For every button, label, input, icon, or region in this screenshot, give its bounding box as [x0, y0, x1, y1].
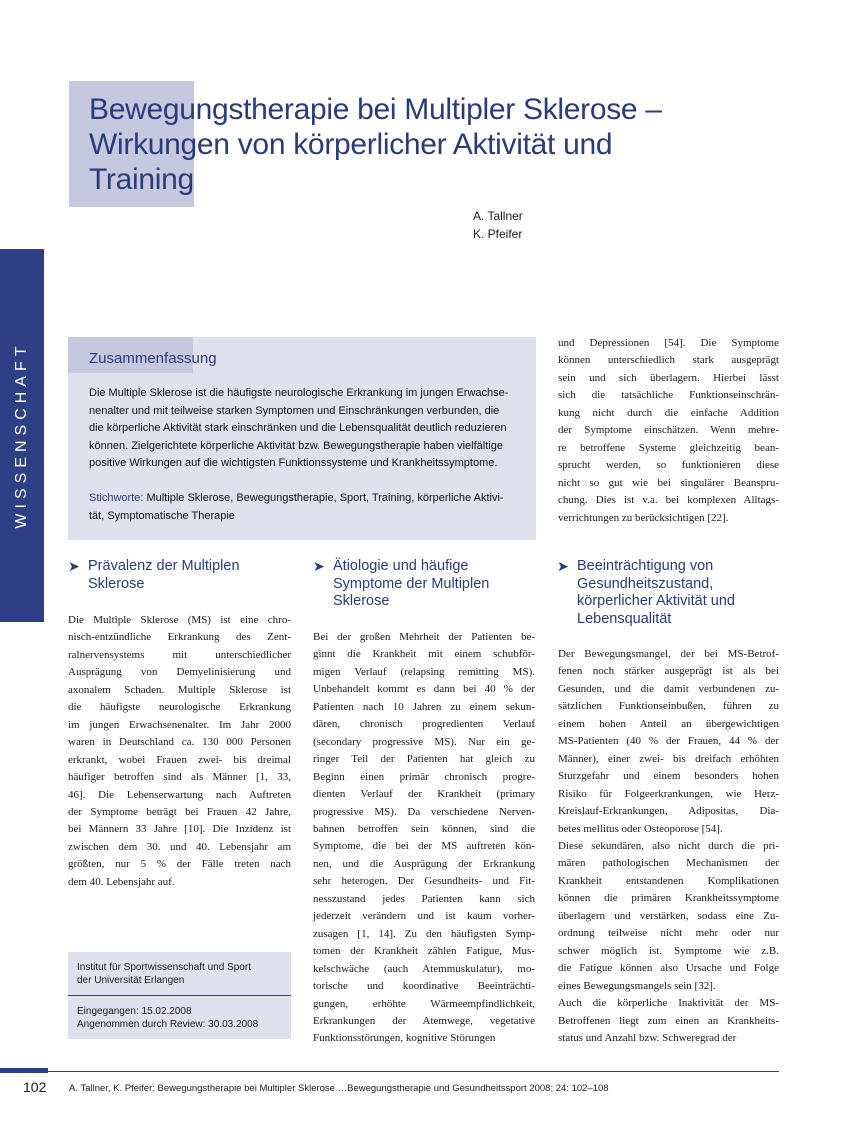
text-line: nen, und die Ausprägung der Erkrankung [313, 857, 535, 870]
author-name: A. Tallner [473, 209, 523, 223]
section-heading-etiology [313, 558, 490, 611]
text-line: nisch-entzündliche Erkrankung des Zent- [68, 631, 291, 644]
heading-line: Ätiologie und häufige [333, 558, 469, 574]
abstract-line: Die Multiple Sklerose ist die häufigste neurologische Erkrankung im jungen Erwachse- [89, 387, 509, 399]
column-2-text [313, 629, 535, 1048]
text-line: im jungen Erwachsenenalter. Im Jahr 2000 [68, 718, 291, 731]
section-heading-prevalence [68, 558, 240, 593]
text-line: ringer Teil der Patienten hat gleich zu [313, 753, 535, 766]
text-line: Krankheit entstandenen Komplikationen [558, 874, 779, 887]
text-line: Symptome, die bei der MS auftreten kön- [313, 840, 535, 853]
arrow-icon: ➤ [313, 558, 325, 574]
submission-dates [77, 1005, 258, 1031]
text-line: sich die tatsächliche Funktionseinschrän- [558, 389, 779, 402]
text-line: ralnervensystems mit unterschiedlicher [68, 648, 291, 661]
keywords-text: Multiple Sklerose, Bewegungstherapie, Sport, Training, körperliche Aktivi- [146, 492, 504, 504]
text-line: chung. Dies ist v.a. bei komplexen Alltags- [558, 494, 779, 507]
footer-citation: A. Tallner, K. Pfeifer: Bewegungstherapie bei Multipler Sklerose …Bewegungstherapie und Gesundheitssport 2008; 24: 102–108 [69, 1083, 609, 1094]
arrow-icon: ➤ [68, 558, 80, 574]
text-line: Auch die körperliche Inaktivität der MS- [558, 997, 779, 1010]
text-line: torische und koordinative Beeinträchti- [313, 980, 535, 993]
column-3-top-text [558, 335, 779, 527]
text-line: die häufigste neurologische Erkrankung [68, 701, 291, 714]
text-line: re betroffene Systeme gleichzeitig bean- [558, 441, 779, 454]
text-line: überlagern und verstärken, sodass eine Zu- [558, 909, 779, 922]
author-name: K. Pfeifer [473, 227, 523, 241]
heading-line: Lebensqualität [577, 610, 672, 627]
text-line: zwischen dem 30. und 40. Lebensjahr am [68, 840, 291, 853]
abstract-line: positive Wirkungen auf die wichtigsten Funktionssysteme und Krankheitssymptome. [89, 457, 498, 469]
text-line: sätzlichen Funktionseinbußen, führen zu [558, 700, 779, 713]
text-line: Männer), einer zwei- bis dreifach erhöhten [558, 752, 779, 765]
keywords-line [89, 490, 517, 508]
abstract-text [89, 385, 517, 473]
text-line: betes mellitus oder Osteoporose [54]. [558, 822, 723, 835]
text-line: können unterschiedlich stark ausgeprägt [558, 354, 779, 367]
footer-rule [48, 1071, 779, 1072]
text-line: Kreislauf-Erkrankungen, Adipositas, Dia- [558, 805, 779, 818]
text-line: und Depressionen [54]. Die Symptome [558, 337, 779, 349]
text-line: status und Anzahl bzw. Schweregrad der [558, 1031, 737, 1044]
text-line: Beginn einen primär chronisch progre- [313, 770, 535, 783]
text-line: progressive MS). Da verschiedene Nerven- [313, 805, 535, 818]
heading-line: Symptome der Multiplen [333, 575, 490, 592]
text-line: einem hohen Anteil an übergewichtigen [558, 717, 779, 730]
text-line: Betroffenen liegt zum einen an Krankheits- [558, 1014, 779, 1027]
accepted-date: Angenommen durch Review: 30.03.2008 [77, 1019, 259, 1030]
text-line: (secondary progressive MS). Nur ein ge- [313, 735, 535, 748]
text-line: nicht so gut wie bei singulärer Beanspru- [558, 476, 779, 489]
text-line: der Symptome einschätzen. Wenn mehre- [558, 424, 779, 437]
text-line: häufiger betroffen sind als Männer [1, 33, [68, 771, 291, 784]
text-line: Bei der großen Mehrheit der Patienten be- [313, 631, 535, 643]
text-line: bei Männern 33 Jahre [10]. Die Inzidenz ist [68, 823, 291, 836]
text-line: Patienten nach 10 Jahren zu einem sekun- [313, 700, 535, 713]
keywords [89, 490, 517, 525]
text-line: Funktionsstörungen, kognitive Störungen [313, 1032, 496, 1045]
text-line: dem 40. Lebensjahr auf. [68, 875, 175, 888]
text-line: sein und sich überlagern. Hierbei lässt [558, 371, 779, 384]
text-line: dienten Verlauf der Krankheit (primary [313, 788, 535, 801]
heading-line: Prävalenz der Multiplen [88, 558, 240, 574]
keywords-label: Stichworte: [89, 492, 144, 504]
text-line: eines Bewegungsmangels sein [32]. [558, 979, 716, 992]
title-line: Wirkungen von körperlicher Aktivität und [89, 128, 613, 161]
text-line: sehr heterogen. Der Gesundheits- und Fit- [313, 875, 535, 888]
section-heading-impairment [557, 558, 735, 628]
footer-accent [0, 1068, 48, 1073]
text-line: Risiko für Folgeerkrankungen, wie Herz- [558, 787, 779, 800]
text-line: können die primären Krankheitssymptome [558, 892, 779, 905]
affiliation-divider [68, 995, 291, 996]
text-line: tomen der Krankheit zählen Fatigue, Mus- [313, 945, 535, 958]
heading-line: Beeinträchtigung von [577, 558, 714, 574]
text-line: kelschwäche (auch Atemmuskulatur), mo- [313, 962, 535, 975]
text-line: mären pathologischen Mechanismen der [558, 857, 779, 870]
text-line: ginnt die Krankheit mit einem schubför- [313, 648, 535, 661]
text-line: jederzeit verändern und ist kaum vorher- [313, 910, 535, 923]
text-line: migen Verlauf (relapsing remitting MS). [313, 665, 535, 678]
keywords-line: tät, Symptomatische Therapie [89, 509, 235, 522]
text-line: größten, nur 5 % der Fälle treten nach [68, 858, 291, 871]
heading-line: Sklerose [88, 575, 145, 592]
text-line: 46]. Die Lebenserwartung nach Auftreten [68, 788, 291, 801]
text-line: bahnen betroffen sein können, sind die [313, 822, 535, 835]
heading-line: Sklerose [333, 593, 390, 609]
text-line: axonalem Schaden. Multiple Sklerose ist [68, 683, 291, 696]
abstract-line: können. Zielgerichtete körperliche Aktivität bzw. Bewegungstherapie haben vielfältige [89, 439, 503, 452]
text-line: erkrankt, wobei Frauen zwei- bis dreimal [68, 753, 291, 766]
author-list [473, 207, 523, 243]
affiliation-line: der Universität Erlangen [77, 974, 185, 986]
abstract-line: nenalter und mit teilweise starken Symptomen und Einschränkungen verbunden, die [89, 404, 500, 417]
text-line: MS-Patienten (40 % der Frauen, 44 % der [558, 735, 779, 748]
title-line: Bewegungstherapie bei Multipler Sklerose – [89, 93, 662, 126]
text-line: Ausprägung von Demyelinisierung und [68, 666, 291, 679]
text-line: Diese sekundären, also nicht durch die pri- [558, 839, 779, 852]
affiliation-line: Institut für Sportwissenschaft und Sport [77, 962, 251, 973]
text-line: dären, chronisch progredienten Verlauf [313, 718, 535, 731]
text-line: Die Multiple Sklerose (MS) ist eine chro- [68, 614, 291, 626]
text-line: ordnung teilweise nicht mehr oder nur [558, 927, 779, 940]
heading-line: Gesundheitszustand, [577, 575, 714, 592]
abstract-line: die körperliche Aktivität stark einschränken und die Lebensqualität deutlich reduzieren [89, 422, 507, 434]
text-line: Gesunden, und die damit verbundenen zu- [558, 682, 779, 695]
arrow-icon: ➤ [557, 558, 569, 574]
text-line: die Fatigue können also Ursache und Folge [558, 962, 779, 975]
text-line: fenen noch stärker ausgeprägt ist als bei [558, 665, 779, 678]
heading-line: körperlicher Aktivität und [577, 593, 735, 609]
text-line: verrichtungen zu berücksichtigen [22]. [558, 511, 729, 524]
article-title [89, 92, 749, 197]
text-line: waren in Deutschland ca. 130 000 Personen [68, 736, 291, 749]
text-line: Unbehandelt kommt es dann bei 40 % der [313, 683, 535, 696]
text-line: kung nicht durch die einfache Addition [558, 406, 779, 419]
text-line: nesszustand jedes Patienten kann sich [313, 892, 535, 905]
received-date: Eingegangen: 15.02.2008 [77, 1006, 192, 1017]
title-line: Training [89, 163, 194, 196]
page-number: 102 [23, 1079, 47, 1095]
text-line: sprucht werden, so funktionieren diese [558, 459, 779, 472]
text-line: der Symptome beträgt bei Frauen 42 Jahre, [68, 805, 291, 818]
text-line: Erkrankungen der Atemwege, vegetative [313, 1014, 535, 1027]
text-line: zusagen [1, 14]. Zu den häufigsten Symp- [313, 927, 535, 940]
column-1-text [68, 612, 291, 891]
text-line: Sturzgefahr und einem besonders hohen [558, 770, 779, 783]
column-3-text [558, 646, 779, 1047]
abstract-title: Zusammenfassung [89, 350, 217, 367]
text-line: gungen, erhöhte Wärmeempfindlichkeit, [313, 997, 535, 1010]
affiliation-text [77, 962, 251, 987]
text-line: schwer möglich ist. Symptome wie z.B. [558, 944, 779, 957]
text-line: Der Bewegungsmangel, der bei MS-Betrof- [558, 648, 779, 660]
section-label: WISSENSCHAFT [13, 341, 30, 529]
